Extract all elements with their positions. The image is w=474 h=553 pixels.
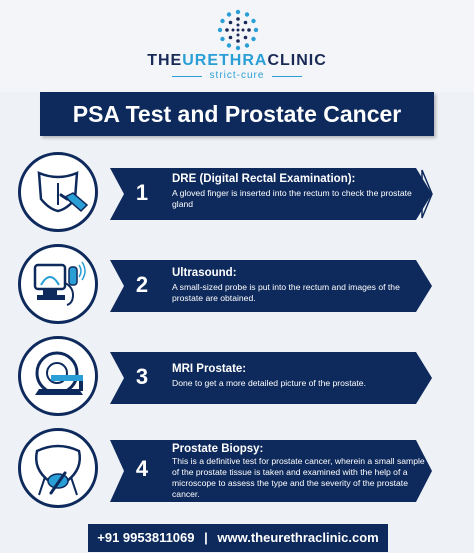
step-1-icon-circle [18,152,98,232]
tagline-line-right [272,76,302,77]
step-1-number: 1 [135,180,149,205]
biopsy-icon [21,431,95,505]
step-row-4 [0,426,474,516]
step-3-heading: MRI Prostate: [172,363,247,375]
step-4-description: This is a definitive test for prostate cancer, wherein a small sample of the prostate tissue is taken and examined with the help of a microscope to assess the type and the severity of the prostate cancer. [172,456,425,499]
phone-number[interactable]: +91 9953811069 [97,530,195,545]
page-title: PSA Test and Prostate Cancer [40,92,434,136]
website-link[interactable]: www.theurethraclinic.com [217,530,379,545]
tagline: strict-cure [209,70,265,81]
dre-icon [21,155,95,229]
step-4-text [172,442,434,500]
step-2-number: 2 [135,272,149,297]
step-3-text [172,362,422,389]
step-3-icon-circle [18,336,98,416]
step-1-description: A gloved finger is inserted into the rectum to check the prostate gland [172,188,412,209]
step-row-1 [0,150,474,240]
step-2-text [172,266,422,304]
ultrasound-icon [21,247,95,321]
footer-separator: | [204,530,208,545]
brand-name [0,52,474,70]
step-4-icon-circle [18,428,98,508]
step-row-2 [0,242,474,332]
step-2-icon-circle [18,244,98,324]
brand-part-1: THE [147,52,183,69]
brand-part-3: CLINIC [267,52,327,69]
header [0,0,474,92]
contact-footer [88,524,388,552]
step-2-heading: Ultrasound: [172,267,237,279]
step-1-heading: DRE (Digital Rectal Examination): [172,173,356,185]
step-row-3 [0,334,474,424]
step-4-number: 4 [135,456,149,481]
clinic-logo-icon [216,8,260,52]
step-3-number: 3 [135,364,149,389]
step-3-description: Done to get a more detailed picture of the prostate. [172,378,366,388]
step-1-text [172,172,422,210]
step-2-description: A small-sized probe is put into the rectum and images of the prostate are obtained. [172,282,400,303]
step-4-heading: Prostate Biopsy: [172,443,264,455]
brand-part-2: URETHRA [182,52,268,69]
mri-icon [21,339,95,413]
